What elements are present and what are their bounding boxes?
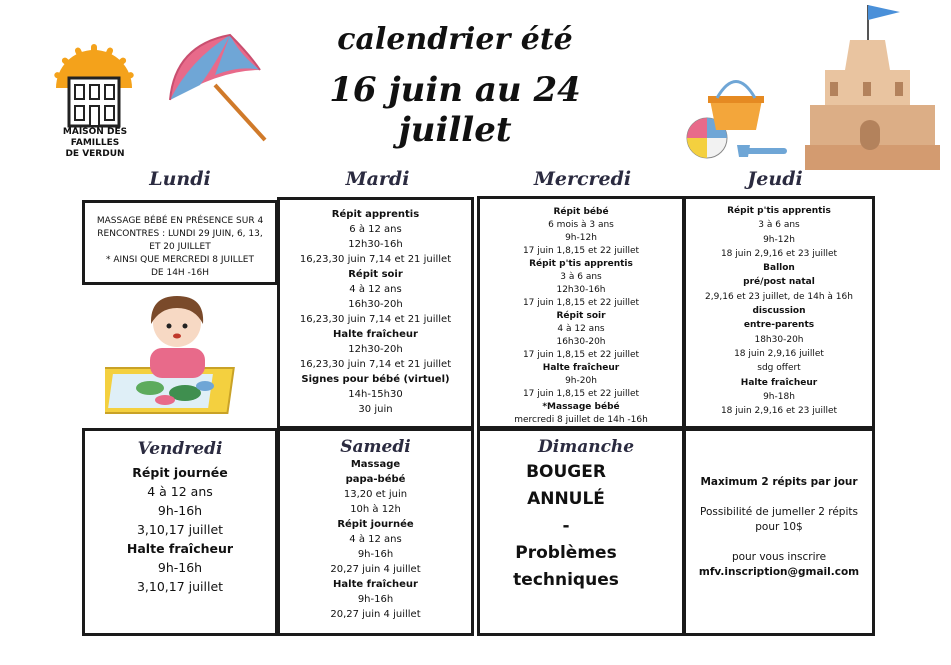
thursday-line: 18h30-20h: [754, 334, 804, 345]
signup-email-link[interactable]: mfv.inscription@gmail.com: [698, 566, 860, 578]
tuesday-line: Signes pour bébé (virtuel): [301, 374, 450, 385]
sunday-box: [477, 428, 685, 636]
tuesday-text: [280, 207, 471, 417]
thursday-line: pré/post natal: [743, 277, 815, 288]
day-header-saturday: Samedi: [340, 437, 411, 457]
thursday-text: [686, 204, 872, 418]
thursday-line: 2,9,16 et 23 juillet, de 14h à 16h: [705, 291, 853, 302]
monday-line: DE 14H -16H: [150, 268, 210, 278]
twins-note: Possibilité de jumeller 2 répits: [700, 505, 858, 518]
wednesday-line: Halte fraîcheur: [542, 363, 620, 373]
saturday-line: 10h à 12h: [350, 504, 401, 515]
monday-line: ET 20 JUILLET: [149, 242, 211, 252]
wednesday-line: 6 mois à 3 ans: [548, 220, 614, 230]
saturday-line: Répit journée: [337, 519, 414, 530]
tuesday-line: Halte fraîcheur: [333, 329, 418, 340]
max-repits-note: Maximum 2 répits par jour: [700, 476, 858, 488]
saturday-text: [280, 457, 471, 622]
page-subtitle: 16 juin au 24 juillet: [329, 70, 581, 150]
tuesday-line: 6 à 12 ans: [349, 224, 402, 235]
day-header-wednesday: Mercredi: [533, 168, 632, 190]
wednesday-line: 17 juin 1,8,15 et 22 juillet: [522, 246, 640, 256]
tuesday-line: 14h-15h30: [348, 389, 403, 400]
wednesday-line: Répit soir: [556, 311, 606, 321]
sandcastle-icon: [795, 0, 945, 175]
page-title: calendrier été: [337, 22, 573, 57]
friday-line: 3,10,17 juillet: [136, 522, 224, 537]
sunday-line: Problèmes: [515, 543, 617, 563]
friday-line: 3,10,17 juillet: [136, 579, 224, 594]
saturday-line: 9h-16h: [357, 594, 394, 605]
thursday-line: sdg offert: [757, 363, 801, 374]
tuesday-line: 30 juin: [358, 404, 393, 415]
friday-box: [82, 428, 278, 636]
wednesday-line: 17 juin 1,8,15 et 22 juillet: [522, 389, 640, 399]
logo-text: [50, 127, 140, 160]
sunday-text: [480, 459, 682, 594]
wednesday-line: 4 à 12 ans: [557, 324, 605, 334]
sunday-line: techniques: [513, 570, 619, 590]
monday-line: MASSAGE BÉBÉ EN PRÉSENCE SUR 4: [96, 216, 264, 226]
saturday-box: [277, 428, 474, 636]
saturday-line: papa-bébé: [345, 474, 406, 485]
sunday-line: BOUGER: [526, 462, 606, 482]
day-header-tuesday: Mardi: [345, 168, 410, 190]
day-header-monday: Lundi: [149, 168, 211, 190]
thursday-line: 3 à 6 ans: [758, 220, 800, 231]
tuesday-line: 16h30-20h: [348, 299, 403, 310]
thursday-line: 18 juin 2,9,16 et 23 juillet: [720, 248, 838, 259]
friday-line: 9h-16h: [157, 560, 203, 575]
beach-umbrella-icon: [160, 30, 275, 145]
tuesday-box: [277, 197, 474, 429]
sunday-line: ANNULÉ: [527, 489, 605, 509]
saturday-line: 20,27 juin 4 juillet: [330, 564, 421, 575]
monday-line: * AINSI QUE MERCREDI 8 JUILLET: [106, 255, 254, 265]
friday-line: Répit journée: [132, 465, 228, 480]
thursday-line: 9h-12h: [763, 234, 795, 245]
wednesday-line: Répit p'tis apprentis: [529, 259, 633, 269]
wednesday-line: mercredi 8 juillet de 14h -16h: [514, 415, 648, 425]
thursday-line: discussion: [752, 306, 806, 317]
child-painting-illustration: [105, 288, 250, 418]
monday-line: RENCONTRES : LUNDI 29 JUIN, 6, 13,: [97, 229, 263, 239]
day-header-thursday: Jeudi: [747, 168, 803, 190]
twins-price: pour 10$: [755, 521, 803, 533]
logo-text-line: DE VERDUN: [65, 149, 125, 159]
beach-toys-icon: [682, 60, 802, 160]
friday-line: Halte fraîcheur: [126, 541, 234, 556]
thursday-line: 18 juin 2,9,16 et 23 juillet: [720, 406, 838, 417]
wednesday-line: Répit bébé: [553, 207, 609, 217]
thursday-line: entre-parents: [743, 320, 815, 331]
day-header-friday: Vendredi: [137, 439, 223, 459]
saturday-line: 9h-16h: [357, 549, 394, 560]
signup-label: pour vous inscrire: [731, 550, 827, 563]
thursday-line: Halte fraîcheur: [740, 377, 818, 388]
tuesday-line: 16,23,30 juin 7,14 et 21 juillet: [299, 254, 452, 265]
day-header-sunday: Dimanche: [538, 437, 635, 457]
wednesday-text: [480, 206, 682, 427]
logo-text-line: FAMILLES: [70, 138, 120, 148]
thursday-line: 18 juin 2,9,16 juillet: [734, 348, 824, 359]
thursday-line: Répit p'tis apprentis: [727, 206, 831, 216]
tuesday-line: 16,23,30 juin 7,14 et 21 juillet: [299, 314, 452, 325]
wednesday-box: [477, 196, 685, 429]
logo-text-line: MAISON DES: [62, 127, 128, 137]
wednesday-line: 17 juin 1,8,15 et 22 juillet: [522, 350, 640, 360]
wednesday-line: *Massage bébé: [542, 402, 620, 412]
saturday-line: 4 à 12 ans: [349, 534, 402, 545]
house-sun-icon: [42, 40, 147, 130]
friday-line: 9h-16h: [157, 503, 203, 518]
saturday-line: 20,27 juin 4 juillet: [330, 609, 421, 620]
monday-text: [85, 215, 275, 280]
wednesday-line: 16h30-20h: [556, 337, 606, 347]
thursday-line: 9h-18h: [763, 391, 795, 402]
friday-line: 4 à 12 ans: [147, 484, 213, 499]
tuesday-line: Répit apprentis: [331, 209, 420, 220]
thursday-line: Ballon: [763, 263, 795, 274]
saturday-line: Halte fraîcheur: [333, 579, 418, 590]
wednesday-line: 12h30-16h: [556, 285, 606, 295]
thursday-box: [683, 196, 875, 429]
tuesday-line: 16,23,30 juin 7,14 et 21 juillet: [299, 359, 452, 370]
info-box: [683, 428, 875, 636]
monday-box: [82, 200, 278, 285]
tuesday-line: Répit soir: [348, 269, 403, 280]
friday-text: [85, 463, 275, 596]
tuesday-line: 12h30-20h: [348, 344, 403, 355]
wednesday-line: 3 à 6 ans: [560, 272, 602, 282]
wednesday-line: 9h-12h: [565, 233, 597, 243]
wednesday-line: 17 juin 1,8,15 et 22 juillet: [522, 298, 640, 308]
sunday-line: -: [562, 516, 570, 536]
wednesday-line: 9h-20h: [565, 376, 597, 386]
tuesday-line: 4 à 12 ans: [349, 284, 402, 295]
saturday-line: Massage: [350, 459, 401, 470]
tuesday-line: 12h30-16h: [348, 239, 403, 250]
saturday-line: 13,20 et juin: [343, 489, 408, 500]
